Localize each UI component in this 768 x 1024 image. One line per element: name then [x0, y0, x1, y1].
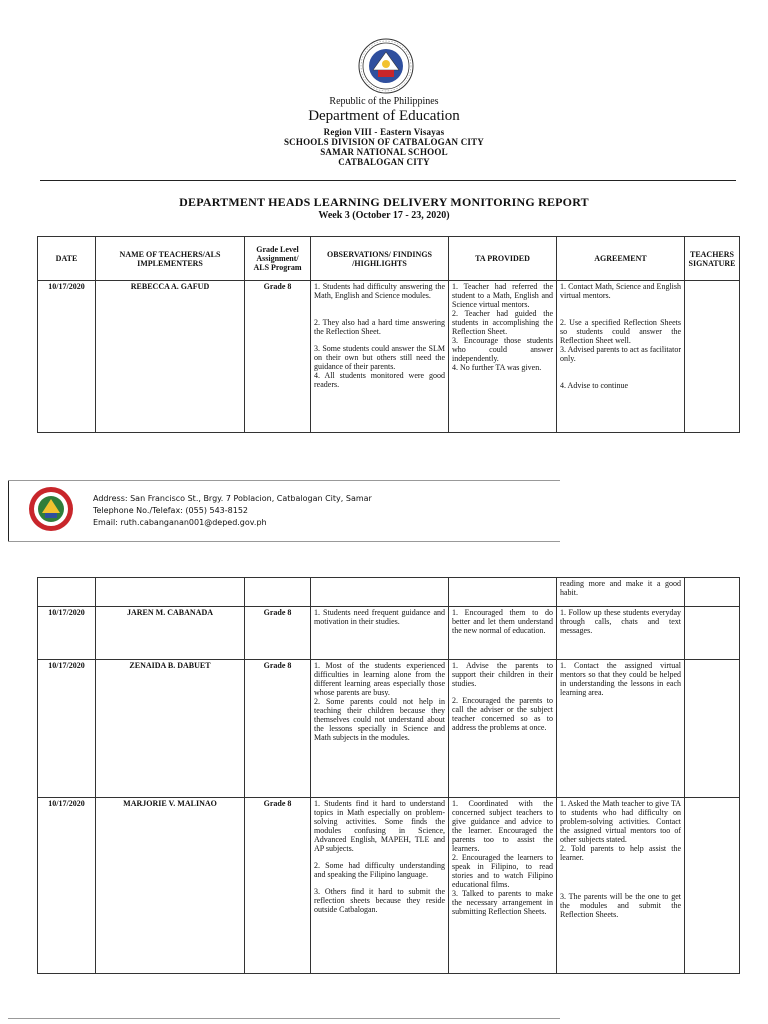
- school-logo: [28, 486, 74, 532]
- row-signature: [685, 660, 740, 798]
- row-agreement: [557, 798, 685, 974]
- ta-item: 3. Encourage those students who could answer independently.: [452, 336, 553, 363]
- ta-item: 2. Encouraged the parents to call the adviser or the subject teacher concerned so as to address the problems at once.: [452, 696, 553, 732]
- obs-item: 2. They also had a hard time answering the Reflection Sheet.: [314, 318, 445, 336]
- row-teacher-name: MARJORIE V. MALINAO: [96, 798, 245, 974]
- ta-item: 3. Talked to parents to make the necessary arrangement in submitting Reflection Sheets.: [452, 889, 553, 916]
- row-agreement: 1. Contact the assigned virtual mentors so that they could be helped in understanding the lessons in each learning area.: [557, 660, 685, 798]
- ta-item: 2. Teacher had guided the students in accomplishing the Reflection Sheet.: [452, 309, 553, 336]
- division-text: SCHOOLS DIVISION OF CATBALOGAN CITY: [283, 137, 485, 147]
- row-observations: [311, 660, 449, 798]
- ta-item: 1. Coordinated with the concerned subject teachers to give guidance and advice to the learner. Encouraged the parents too to assist the learners.: [452, 799, 553, 853]
- row-grade: Grade 8: [245, 798, 311, 974]
- row-signature: [685, 798, 740, 974]
- ta-item: 1. Advise the parents to support their children in their studies.: [452, 661, 553, 688]
- agreement-item: 1. Asked the Math teacher to give TA to students who had difficulty on problem-solving activities. Contact the assigned virtual mentors too of other subjects stated.: [560, 799, 681, 844]
- row-grade: Grade 8: [245, 281, 311, 433]
- row-ta-provided: 1. Encouraged them to do better and let them understand the new normal of education.: [449, 607, 557, 660]
- row-teacher-name: JAREN M. CABANADA: [96, 607, 245, 660]
- row-date: 10/17/2020: [38, 660, 96, 798]
- col-grade-header: Grade Level Assignment/ ALS Program: [245, 237, 311, 281]
- obs-item: 2. Some parents could not help in teaching their children because they themselves could not understand about the lessons specially in Science and Math subjects in the modules.: [314, 697, 445, 742]
- monitoring-table-page2: [37, 577, 740, 974]
- row-signature: [685, 281, 740, 433]
- row-date: 10/17/2020: [38, 607, 96, 660]
- footer-telephone: Telephone No./Telefax: (055) 543-8152: [93, 506, 249, 515]
- row-teacher-name: REBECCA A. GAFUD: [96, 281, 245, 433]
- agreement-item: 3. The parents will be the one to get the modules and submit the Reflection Sheets.: [560, 892, 681, 919]
- col-agreement-header: AGREEMENT: [557, 237, 685, 281]
- obs-item: 1. Students had difficulty answering the Math, English and Science modules.: [314, 282, 445, 300]
- row-ta-provided: [449, 798, 557, 974]
- footer-email: Email: ruth.cabanganan001@deped.gov.ph: [93, 518, 267, 527]
- col-name-header: NAME OF TEACHERS/ALS IMPLEMENTERS: [96, 237, 245, 281]
- table-row: [38, 798, 740, 974]
- col-observations-header: OBSERVATIONS/ FINDINGS /HIGHLIGHTS: [311, 237, 449, 281]
- school-text: SAMAR NATIONAL SCHOOL: [320, 147, 448, 157]
- footer-address: Address: San Francisco St., Brgy. 7 Poblacion, Catbalogan City, Samar: [93, 494, 372, 503]
- row-date: 10/17/2020: [38, 281, 96, 433]
- row-agreement: [557, 281, 685, 433]
- bottom-rule: [8, 1018, 560, 1019]
- republic-text: Republic of the Philippines: [329, 96, 439, 107]
- obs-item: 1. Students find it hard to understand topics in Math especially on problem-solving activities. Some finds the modules confusing in Science, Advanced English, MAPEH, TLE and AP subjects.: [314, 799, 445, 853]
- obs-item: 3. Others find it hard to submit the reflection sheets because they reside outside Catbalogan.: [314, 887, 445, 914]
- deped-seal-logo: [358, 38, 414, 94]
- continued-agreement: reading more and make it a good habit.: [557, 578, 685, 607]
- row-observations: [311, 798, 449, 974]
- table-row: [38, 660, 740, 798]
- obs-item: 3. Some students could answer the SLM on their own but others still need the guidance of their parents.: [314, 344, 445, 371]
- row-teacher-name: ZENAIDA B. DABUET: [96, 660, 245, 798]
- monitoring-table-page1: [37, 236, 740, 433]
- col-date-header: DATE: [38, 237, 96, 281]
- footer-left-rule: [8, 481, 9, 541]
- footer-bottom-rule: [8, 541, 560, 542]
- row-signature: [685, 607, 740, 660]
- col-ta-header: TA PROVIDED: [449, 237, 557, 281]
- row-ta-provided: [449, 660, 557, 798]
- row-observations: [311, 281, 449, 433]
- obs-item: 1. Most of the students experienced difficulties in learning alone from the different learning areas especially those whose parents are busy.: [314, 661, 445, 697]
- ta-item: 1. Teacher had referred the student to a Math, English and Science virtual mentors.: [452, 282, 553, 309]
- department-name: Department of Education: [308, 108, 460, 124]
- row-grade: Grade 8: [245, 607, 311, 660]
- row-grade: Grade 8: [245, 660, 311, 798]
- col-signature-header: TEACHERS SIGNATURE: [685, 237, 740, 281]
- region-text: Region VIII - Eastern Visayas: [323, 127, 445, 137]
- row-date: 10/17/2020: [38, 798, 96, 974]
- obs-item: 2. Some had difficulty understanding and speaking the Filipino language.: [314, 861, 445, 879]
- table-row: [38, 607, 740, 660]
- agreement-item: 2. Use a specified Reflection Sheets so students could answer the Reflection Sheet well.: [560, 318, 681, 345]
- footer-top-rule: [8, 480, 560, 481]
- city-text: CATBALOGAN CITY: [338, 157, 430, 167]
- ta-item: 2. Encouraged the learners to speak in Filipino, to read stories and to watch Filipino educational films.: [452, 853, 553, 889]
- report-title: DEPARTMENT HEADS LEARNING DELIVERY MONITORING REPORT: [179, 195, 589, 209]
- agreement-item: 4. Advise to continue: [560, 381, 628, 390]
- row-observations: 1. Students need frequent guidance and motivation in their studies.: [311, 607, 449, 660]
- table-row: [38, 578, 740, 607]
- header-divider: [40, 180, 736, 181]
- table-row: [38, 281, 740, 433]
- row-agreement: 1. Follow up these students everyday through calls, chats and text messages.: [557, 607, 685, 660]
- report-week: Week 3 (October 17 - 23, 2020): [318, 210, 450, 221]
- agreement-item: 3. Advised parents to act as facilitator only.: [560, 345, 681, 363]
- table-header-row: [38, 237, 740, 281]
- row-ta-provided: [449, 281, 557, 433]
- ta-item: 4. No further TA was given.: [452, 363, 542, 372]
- obs-item: 4. All students monitored were good readers.: [314, 371, 445, 389]
- agreement-item: 2. Told parents to help assist the learner.: [560, 844, 681, 862]
- agreement-item: 1. Contact Math, Science and English virtual mentors.: [560, 282, 681, 300]
